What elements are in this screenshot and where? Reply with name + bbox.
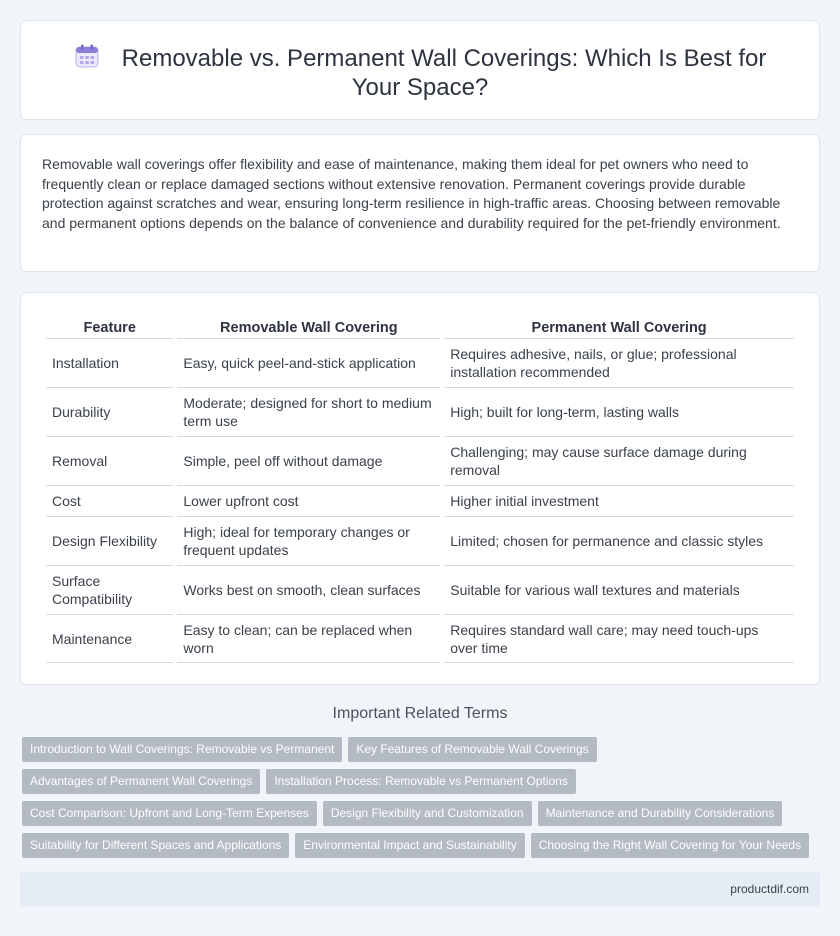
permanent-cell: High; built for long-term, lasting walls [444,387,794,436]
table-row [46,614,794,663]
feature-cell: Cost [46,485,173,516]
feature-cell: Removal [46,436,173,485]
removable-cell: Works best on smooth, clean surfaces [177,565,440,614]
related-term-tag[interactable]: Installation Process: Removable vs Permanent Options [266,769,575,794]
removable-cell: Simple, peel off without damage [177,436,440,485]
related-term-tag[interactable]: Key Features of Removable Wall Coverings [348,737,596,762]
page-title-wrap [51,43,789,102]
footer [20,872,820,906]
header-card [20,20,820,120]
removable-cell: Easy to clean; can be replaced when worn [177,614,440,663]
table-row [46,338,794,387]
related-term-tag[interactable]: Cost Comparison: Upfront and Long-Term Expenses [22,801,317,826]
removable-cell: Moderate; designed for short to medium term use [177,387,440,436]
removable-cell: Lower upfront cost [177,485,440,516]
table-row [46,387,794,436]
related-term-tag[interactable]: Choosing the Right Wall Covering for Your Needs [531,833,809,858]
related-term-tag[interactable]: Design Flexibility and Customization [323,801,532,826]
table-row [46,436,794,485]
table-row [46,516,794,565]
related-term-tag[interactable]: Maintenance and Durability Considerations [538,801,783,826]
calendar-icon [74,43,100,69]
table-row [46,565,794,614]
column-header-feature: Feature [83,320,136,336]
footer-site-link[interactable]: productdif.com [730,882,809,896]
related-term-tag[interactable]: Introduction to Wall Coverings: Removable vs Permanent [22,737,342,762]
permanent-cell: Requires standard wall care; may need touch-ups over time [444,614,794,663]
feature-cell: Design Flexibility [46,516,173,565]
comparison-table [42,314,798,663]
permanent-cell: Challenging; may cause surface damage during removal [444,436,794,485]
column-header-permanent: Permanent Wall Covering [531,320,707,336]
permanent-cell: Higher initial investment [444,485,794,516]
related-term-tag[interactable]: Suitability for Different Spaces and Applications [22,833,289,858]
permanent-cell: Suitable for various wall textures and materials [444,565,794,614]
page-title: Removable vs. Permanent Wall Coverings: Which Is Best for Your Space? [121,45,767,101]
table-row [46,485,794,516]
feature-cell: Surface Compatibility [46,565,173,614]
column-header-removable: Removable Wall Covering [220,320,398,336]
permanent-cell: Requires adhesive, nails, or glue; professional installation recommended [444,338,794,387]
related-term-tag[interactable]: Environmental Impact and Sustainability [295,833,524,858]
table-header-row [46,314,794,338]
permanent-cell: Limited; chosen for permanence and classic styles [444,516,794,565]
feature-cell: Maintenance [46,614,173,663]
feature-cell: Durability [46,387,173,436]
related-terms-heading: Important Related Terms [332,705,508,722]
removable-cell: Easy, quick peel-and-stick application [177,338,440,387]
intro-paragraph: Removable wall coverings offer flexibility and ease of maintenance, making them ideal for pet owners who need to frequently clean or replace damaged sections without extensive renovation. Permanent coverings provide durable protection against scratches and wear, ensuring long-term resilience in high-traffic areas. Choosing between removable and permanent options depends on the balance of convenience and durability required for the pet-friendly environment. [42,156,781,231]
comparison-card [20,292,820,685]
related-terms-list [22,737,818,865]
feature-cell: Installation [46,338,173,387]
intro-card [20,134,820,272]
removable-cell: High; ideal for temporary changes or frequent updates [177,516,440,565]
related-term-tag[interactable]: Advantages of Permanent Wall Coverings [22,769,260,794]
